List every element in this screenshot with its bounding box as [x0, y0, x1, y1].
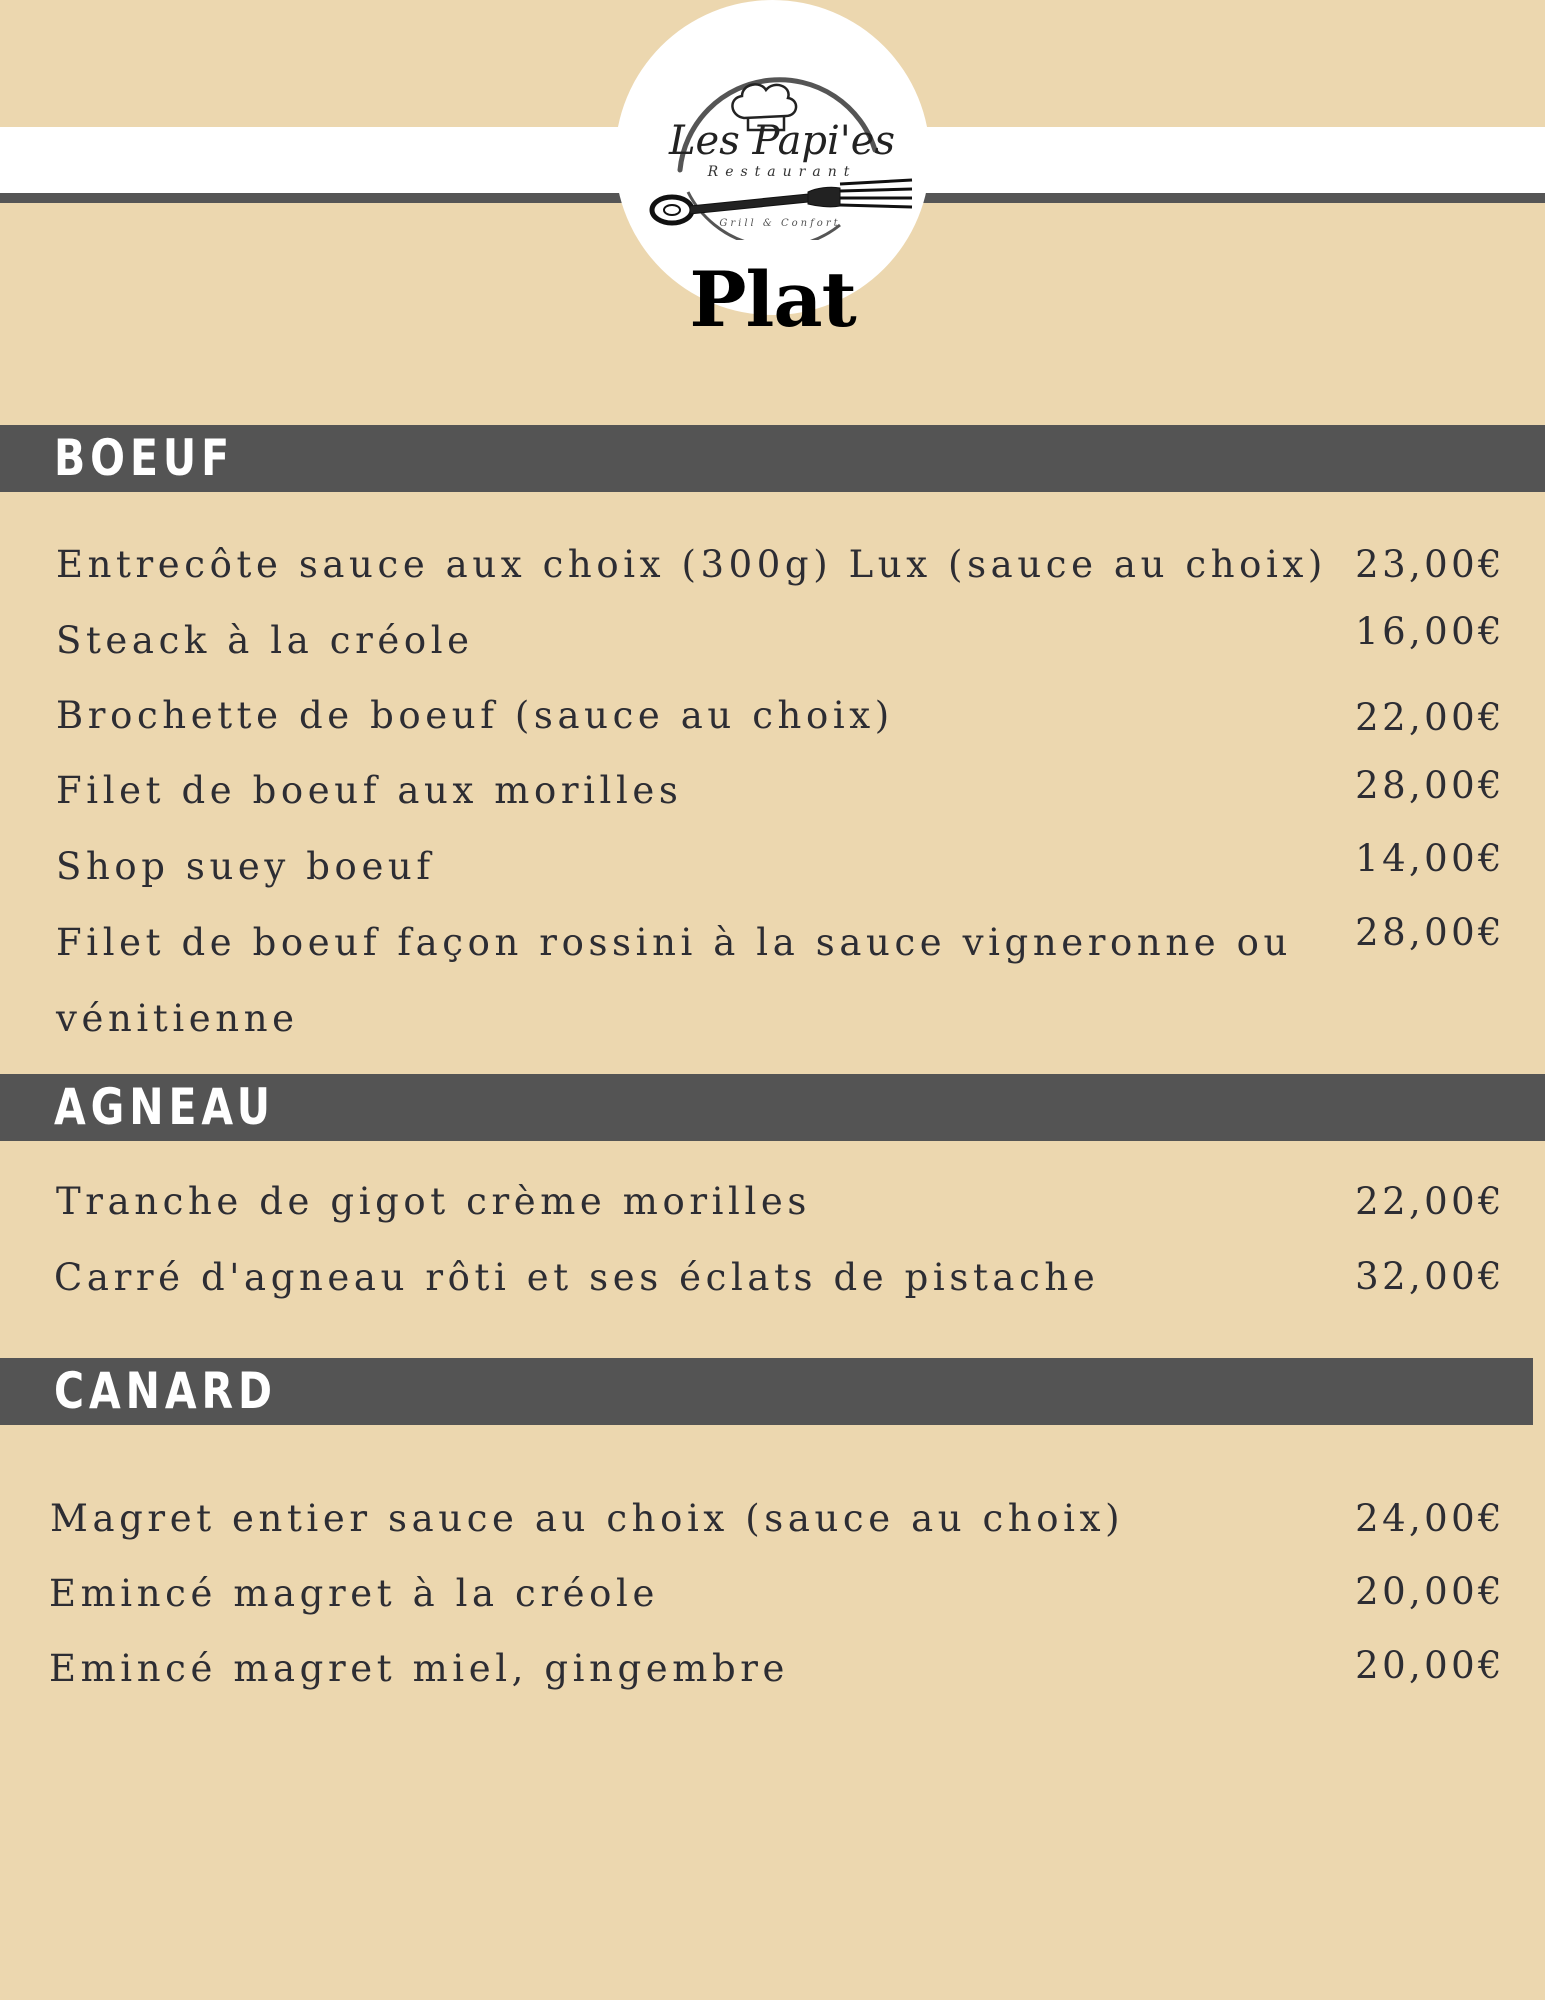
section-header-boeuf — [0, 425, 1545, 492]
section-title: AGNEAU — [54, 1078, 275, 1136]
item-name: Filet de boeuf façon rossini à la sauce vigneronne ou — [56, 921, 1292, 964]
section-title: BOEUF — [54, 429, 235, 487]
item-price: 32,00€ — [1355, 1255, 1505, 1298]
item-name-continued: vénitienne — [56, 997, 299, 1040]
item-name: Shop suey boeuf — [56, 845, 435, 888]
logo-tagline: Grill & Confort — [719, 218, 841, 229]
logo-brand: Les Papi'es — [668, 118, 896, 164]
fork-icon — [652, 180, 912, 223]
item-price: 20,00€ — [1355, 1570, 1505, 1613]
logo-subtitle: Restaurant — [707, 164, 857, 180]
item-price: 16,00€ — [1355, 610, 1505, 653]
item-price: 23,00€ — [1355, 543, 1505, 586]
restaurant-logo — [640, 40, 920, 240]
item-price: 20,00€ — [1355, 1644, 1505, 1687]
item-price: 28,00€ — [1355, 764, 1505, 807]
item-name: Filet de boeuf aux morilles — [56, 769, 683, 812]
page-title: Plat — [689, 255, 856, 344]
item-name: Tranche de gigot crème morilles — [56, 1180, 811, 1223]
section-header-canard — [0, 1358, 1533, 1425]
item-price: 22,00€ — [1355, 1180, 1505, 1223]
item-price: 28,00€ — [1355, 911, 1505, 954]
item-name: Carré d'agneau rôti et ses éclats de pistache — [54, 1256, 1100, 1299]
item-price: 22,00€ — [1355, 696, 1505, 739]
section-header-agneau — [0, 1074, 1545, 1141]
item-name: Entrecôte sauce aux choix (300g) Lux (sauce au choix) — [56, 543, 1327, 586]
item-name: Magret entier sauce au choix (sauce au choix) — [50, 1497, 1125, 1540]
section-title: CANARD — [54, 1362, 277, 1420]
item-price: 24,00€ — [1355, 1497, 1505, 1540]
item-name: Emincé magret miel, gingembre — [49, 1647, 790, 1690]
item-name: Emincé magret à la créole — [49, 1572, 659, 1615]
item-price: 14,00€ — [1355, 837, 1505, 880]
item-name: Brochette de boeuf (sauce au choix) — [56, 694, 894, 737]
item-name: Steack à la créole — [56, 619, 474, 662]
